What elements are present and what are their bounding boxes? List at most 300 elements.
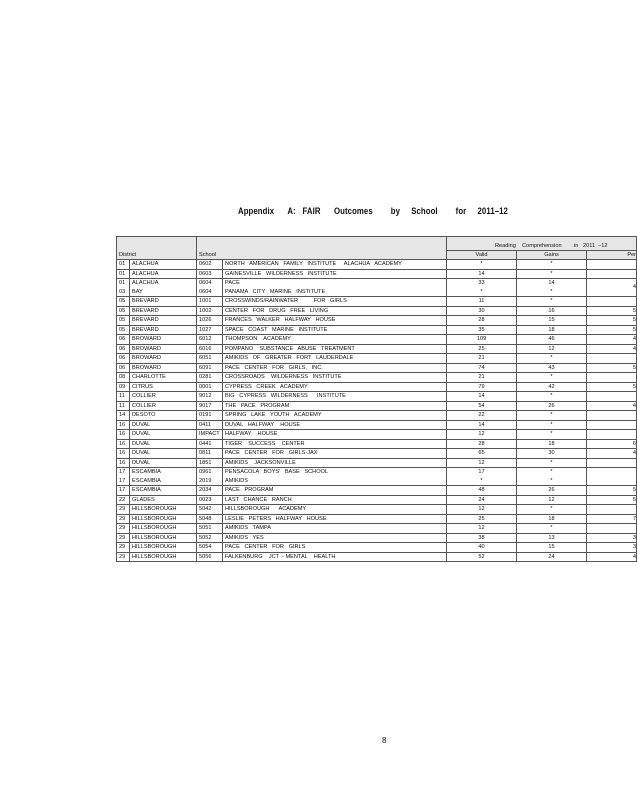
school-number-value: 1002 (199, 307, 212, 314)
valid-count-value: 21 (478, 355, 485, 361)
district-number-value: 17 (119, 469, 126, 475)
column-header-valid: Valid (447, 251, 517, 260)
school-name-value: CENTER FOR DRUG FREE LIVING (225, 307, 329, 314)
gains-count-cell (517, 449, 587, 459)
district-number-value: 06 (119, 364, 126, 371)
gains-count-value: 26 (548, 402, 555, 409)
percent-value: 4 (632, 336, 637, 342)
school-name-cell (223, 354, 447, 364)
school-number-value: 5051 (199, 525, 212, 531)
district-name-value: BROWARD (132, 355, 162, 361)
school-name-value: LAST CHANCE RANCH (225, 496, 292, 503)
school-name-value: TIGER SUCCESS CENTER (225, 440, 305, 447)
table-row (117, 344, 637, 354)
percent-value: 5 (632, 307, 637, 314)
school-number-value: 6091 (199, 364, 212, 371)
district-number-value: 05 (119, 317, 126, 323)
gains-count-value: * (550, 477, 553, 484)
district-name-value: CHARLOTTE (132, 374, 166, 380)
valid-count-value: 28 (478, 317, 485, 323)
percent-cell (587, 279, 637, 297)
valid-count-value: 52 (478, 553, 485, 560)
table-row (117, 306, 637, 316)
gains-count-cell (517, 552, 587, 562)
table-row (117, 495, 637, 505)
district-number-value: 11 (119, 393, 125, 399)
percent-cell (587, 430, 637, 440)
district-number-value: 29 (119, 506, 126, 512)
school-name-cell (223, 392, 447, 402)
column-header-district: District (117, 237, 197, 260)
school-number-cell (197, 524, 223, 534)
district-name-cell (130, 316, 197, 326)
district-name-value: ESCAMBIA (132, 477, 161, 484)
table-row (117, 552, 637, 562)
school-name-value: PACE CENTER FOR GIRLS (225, 544, 306, 550)
district-name-cell (130, 486, 197, 496)
district-name-value: ESCAMBIA (132, 487, 161, 493)
district-number-cell (117, 297, 130, 307)
school-number-value: 6016 (199, 345, 212, 352)
school-number-cell (197, 279, 223, 297)
district-name-cell (130, 449, 197, 459)
school-name-cell (223, 533, 447, 543)
gains-count-value: * (550, 421, 553, 428)
school-number-value: 0281 (199, 374, 212, 380)
school-name-value: SPRING LAKE YOUTH ACADEMY (225, 412, 322, 418)
gains-count-cell (517, 411, 587, 421)
gains-count-cell (517, 486, 587, 496)
valid-count-cell (447, 382, 517, 392)
valid-count-value: 12 (478, 525, 485, 531)
school-number-cell (197, 514, 223, 524)
table-row (117, 458, 637, 468)
district-name-value: BREVARD (132, 326, 159, 333)
valid-count-cell (447, 505, 517, 515)
school-name-cell (223, 363, 447, 373)
school-name-value: AMIKIDS YES (225, 534, 264, 541)
school-name-value: AMIKIDS JACKSONVILLE (225, 459, 296, 466)
percent-cell (587, 543, 637, 553)
percent-cell (587, 411, 637, 421)
district-number-cell (117, 392, 130, 402)
school-number-value: 5052 (199, 534, 212, 541)
district-name-cell (130, 373, 197, 383)
school-number-value: 0441 (199, 440, 212, 447)
gains-count-value: * (550, 355, 553, 361)
table-row (117, 439, 637, 449)
valid-count-cell (447, 373, 517, 383)
district-name-value: COLLIER (132, 393, 156, 399)
gains-count-value: 15 (548, 544, 555, 550)
gains-count-cell (517, 439, 587, 449)
district-name-cell (130, 458, 197, 468)
district-name-value: HILLSBOROUGH (132, 506, 177, 512)
percent-cell (587, 269, 637, 279)
gains-count-cell (517, 495, 587, 505)
school-name-cell (223, 316, 447, 326)
school-number-cell (197, 260, 223, 270)
gains-count-cell (517, 514, 587, 524)
valid-count-cell (447, 543, 517, 553)
column-header-school: School (197, 237, 447, 260)
gains-count-cell (517, 543, 587, 553)
school-name-cell (223, 306, 447, 316)
district-number-cell (117, 552, 130, 562)
gains-count-cell (517, 363, 587, 373)
school-number-value: 2019 (199, 477, 212, 484)
table-row (117, 335, 637, 345)
district-name-cell (130, 430, 197, 440)
gains-count-value: * (550, 393, 553, 399)
gains-count-cell (517, 354, 587, 364)
district-number-cell (117, 325, 130, 335)
school-name-cell (223, 269, 447, 279)
school-number-cell (197, 420, 223, 430)
percent-cell (587, 495, 637, 505)
district-number-cell (117, 382, 130, 392)
valid-count-cell (447, 430, 517, 440)
table-row (117, 354, 637, 364)
school-name-cell (223, 486, 447, 496)
table-row (117, 449, 637, 459)
percent-value: 7 (632, 515, 637, 522)
district-name-cell (130, 533, 197, 543)
gains-count-value: 24 (548, 553, 555, 560)
gains-count-value: 18 (548, 440, 555, 447)
district-name-cell (130, 505, 197, 515)
percent-cell (587, 468, 637, 486)
district-name-cell (130, 363, 197, 373)
district-number-value: 17 (119, 487, 126, 493)
district-number-value: 06 (119, 355, 126, 361)
gains-count-value: * (550, 525, 553, 531)
valid-count-value: 25 (478, 345, 485, 352)
district-number-cell (117, 335, 130, 345)
column-group-reading-comprehension: Reading Comprehension in 2011 –12 (447, 237, 637, 251)
percent-cell (587, 449, 637, 459)
gains-count-cell (517, 325, 587, 335)
district-number-cell (117, 401, 130, 411)
school-name-cell (223, 449, 447, 459)
percent-cell (587, 354, 637, 364)
school-number-cell (197, 411, 223, 421)
school-name-value: NORTH AMERICAN FAMILY INSTITUTE ALACHUA ACADEMY (225, 261, 402, 267)
school-number-cell (197, 468, 223, 486)
valid-count-cell (447, 552, 517, 562)
school-name-value: AMIKIDS OF GREATER FORT LAUDERDALE (225, 355, 354, 361)
district-name-cell (130, 354, 197, 364)
district-name-cell (130, 514, 197, 524)
table-row (117, 269, 637, 279)
school-name-cell (223, 543, 447, 553)
district-name-cell (130, 279, 197, 297)
school-number-cell (197, 486, 223, 496)
gains-count-cell (517, 524, 587, 534)
district-name-value: BREVARD (132, 307, 159, 314)
school-number-cell (197, 495, 223, 505)
district-number-value: 16 (119, 440, 126, 447)
school-name-value: HALFWAY HOUSE (225, 431, 278, 437)
gains-count-cell (517, 297, 587, 307)
percent-value: 3 (632, 534, 637, 541)
valid-count-value: 30 (478, 307, 485, 314)
gains-count-cell (517, 420, 587, 430)
valid-count-cell (447, 495, 517, 505)
table-row (117, 430, 637, 440)
school-name-value: BIG CYPRESS WILDERNESS INSTITUTE (225, 393, 346, 399)
district-number-cell (117, 279, 130, 297)
school-number-cell (197, 430, 223, 440)
district-number-value: 14 (119, 412, 126, 418)
school-name-value: AMIKIDS (225, 477, 249, 484)
school-name-cell (223, 260, 447, 270)
school-name-value: THOMPSON ACADEMY (225, 336, 291, 342)
gains-count-value: * (550, 288, 553, 295)
school-name-cell (223, 495, 447, 505)
valid-count-cell (447, 514, 517, 524)
school-number-value: 5042 (199, 506, 212, 512)
table-row (117, 392, 637, 402)
table-row (117, 505, 637, 515)
valid-count-cell (447, 533, 517, 543)
district-name-cell (130, 297, 197, 307)
district-number-value: 05 (119, 307, 126, 314)
district-number-cell (117, 316, 130, 326)
district-name-cell (130, 524, 197, 534)
valid-count-value: 74 (478, 364, 485, 371)
valid-count-value: 65 (478, 450, 485, 456)
school-name-value: THE PACE PROGRAM (225, 402, 290, 409)
district-number-value: 29 (119, 515, 126, 522)
school-number-value: 0603 (199, 270, 212, 277)
district-number-value: 29 (119, 553, 126, 560)
school-number-value: 0001 (199, 383, 212, 390)
school-name-value: PACE PROGRAM (225, 487, 274, 493)
column-header-gains: Gains (517, 251, 587, 260)
district-number-value: 29 (119, 534, 126, 541)
district-name-value: BROWARD (132, 364, 162, 371)
school-number-cell (197, 325, 223, 335)
gains-count-cell (517, 335, 587, 345)
gains-count-cell (517, 401, 587, 411)
gains-count-cell (517, 279, 587, 297)
district-number-cell (117, 505, 130, 515)
valid-count-value: * (480, 288, 483, 295)
district-name-value: BREVARD (132, 298, 159, 304)
district-name-value: HILLSBOROUGH (132, 534, 177, 541)
table-row (117, 420, 637, 430)
percent-cell (587, 297, 637, 307)
school-number-cell (197, 382, 223, 392)
school-number-value: 5054 (199, 544, 212, 550)
school-name-cell (223, 411, 447, 421)
valid-count-value: 14 (478, 421, 485, 428)
school-number-cell (197, 316, 223, 326)
district-name-value: HILLSBOROUGH (132, 553, 177, 560)
district-name-value: HILLSBOROUGH (132, 515, 177, 522)
valid-count-cell (447, 344, 517, 354)
valid-count-cell (447, 316, 517, 326)
district-number-cell (117, 449, 130, 459)
valid-count-value: 48 (478, 487, 485, 493)
gains-count-value: * (550, 469, 553, 475)
valid-count-value: 40 (478, 544, 485, 550)
valid-count-value: 12 (478, 431, 485, 437)
school-number-cell (197, 269, 223, 279)
district-name-cell (130, 401, 197, 411)
school-number-cell (197, 297, 223, 307)
district-number-value: 11 (119, 402, 125, 409)
gains-count-cell (517, 468, 587, 486)
percent-cell (587, 363, 637, 373)
table-row (117, 363, 637, 373)
school-name-cell (223, 505, 447, 515)
district-name-value: DESOTO (132, 412, 156, 418)
gains-count-cell (517, 505, 587, 515)
valid-count-value: 35 (478, 326, 485, 333)
gains-count-value: 30 (548, 450, 555, 456)
district-number-value: 09 (119, 383, 126, 390)
school-number-value: 9012 (199, 393, 212, 399)
district-name-value: CITRUS (132, 383, 153, 390)
percent-value: 4 (632, 284, 637, 291)
table-row (117, 325, 637, 335)
valid-count-value: 21 (478, 374, 485, 380)
valid-count-cell (447, 524, 517, 534)
school-number-cell (197, 306, 223, 316)
district-number-cell (117, 458, 130, 468)
district-number-value: 01 (119, 270, 126, 277)
gains-count-value: 18 (548, 326, 555, 333)
school-name-value: SPACE COAST MARINE INSTITUTE (225, 326, 328, 333)
school-number-cell (197, 354, 223, 364)
district-number-value: 29 (119, 525, 126, 531)
table-row (117, 373, 637, 383)
district-number-cell (117, 533, 130, 543)
percent-cell (587, 458, 637, 468)
district-number-cell (117, 269, 130, 279)
school-number-cell (197, 401, 223, 411)
district-name-value: ESCAMBIA (132, 469, 161, 475)
district-name-cell (130, 344, 197, 354)
district-number-value: 16 (119, 431, 126, 437)
valid-count-cell (447, 449, 517, 459)
percent-cell (587, 401, 637, 411)
school-number-cell (197, 543, 223, 553)
school-name-cell (223, 524, 447, 534)
school-number-cell (197, 552, 223, 562)
school-name-cell (223, 297, 447, 307)
gains-count-value: * (550, 459, 553, 466)
gains-count-cell (517, 382, 587, 392)
gains-count-cell (517, 392, 587, 402)
school-number-value: 0604 (199, 280, 212, 286)
school-name-value: PACE CENTER FOR GIRLS, INC. (225, 364, 323, 371)
percent-value: 4 (632, 402, 637, 409)
school-number-value: 0811 (199, 450, 212, 456)
valid-count-cell (447, 306, 517, 316)
district-number-value: 05 (119, 326, 126, 333)
school-number-value: 5056 (199, 553, 212, 560)
school-name-cell (223, 458, 447, 468)
valid-count-cell (447, 420, 517, 430)
school-name-cell (223, 382, 447, 392)
percent-value: 5 (632, 317, 637, 323)
district-name-cell (130, 269, 197, 279)
school-number-value: 0961 (199, 469, 212, 475)
percent-cell (587, 373, 637, 383)
school-number-value: 9017 (199, 402, 212, 409)
percent-cell (587, 505, 637, 515)
table-row (117, 382, 637, 392)
gains-count-value: 46 (548, 336, 555, 342)
district-name-cell (130, 260, 197, 270)
district-number-value: 03 (119, 288, 126, 295)
valid-count-cell (447, 468, 517, 486)
valid-count-value: 24 (478, 496, 485, 503)
district-name-value: ALACHUA (132, 261, 159, 267)
percent-cell (587, 382, 637, 392)
district-name-value: BREVARD (132, 317, 159, 323)
percent-cell (587, 533, 637, 543)
percent-value: 5 (632, 364, 637, 371)
gains-count-cell (517, 373, 587, 383)
school-name-value: PACE CENTER FOR GIRLS-JAX (225, 450, 318, 456)
school-number-value: 0602 (199, 261, 212, 267)
school-name-value: PENSACOLA BOYS' BASE SCHOOL (225, 469, 329, 475)
gains-count-value: * (550, 261, 553, 267)
percent-value: 4 (632, 450, 637, 456)
gains-count-value: 18 (548, 515, 555, 522)
district-name-cell (130, 543, 197, 553)
district-number-cell (117, 430, 130, 440)
school-name-value: CROSSROADS WILDERNESS INSTITUTE (225, 374, 342, 380)
valid-count-cell (447, 279, 517, 297)
school-number-value: IMPACT (199, 431, 220, 437)
school-name-cell (223, 439, 447, 449)
valid-count-cell (447, 354, 517, 364)
valid-count-value: 12 (478, 459, 485, 466)
valid-count-value: 79 (478, 383, 485, 390)
gains-count-value: 12 (548, 496, 555, 503)
gains-count-value: 16 (548, 307, 555, 314)
district-name-cell (130, 306, 197, 316)
district-number-value: 16 (119, 459, 126, 466)
gains-count-value: 12 (548, 345, 555, 352)
school-number-cell (197, 449, 223, 459)
valid-count-value: 54 (478, 402, 485, 409)
district-name-value: BROWARD (132, 345, 162, 352)
valid-count-value: 12 (478, 506, 485, 512)
table-row (117, 401, 637, 411)
valid-count-cell (447, 297, 517, 307)
valid-count-value: * (480, 261, 483, 267)
percent-cell (587, 316, 637, 326)
school-number-value: 0191 (199, 412, 212, 418)
district-number-value: 06 (119, 336, 126, 342)
school-name-value: FRANCES WALKER HALFWAY HOUSE (225, 317, 336, 323)
gains-count-cell (517, 430, 587, 440)
page-title: Appendix A: FAIR Outcomes by School for 2011–12 (238, 206, 508, 217)
gains-count-cell (517, 533, 587, 543)
school-name-value: LESLIE PETERS HALFWAY HOUSE (225, 515, 327, 522)
gains-count-value: * (550, 506, 553, 512)
school-number-value: 6051 (199, 355, 212, 361)
district-name-cell (130, 552, 197, 562)
district-name-value: DUVAL (132, 440, 151, 447)
table-row (117, 316, 637, 326)
